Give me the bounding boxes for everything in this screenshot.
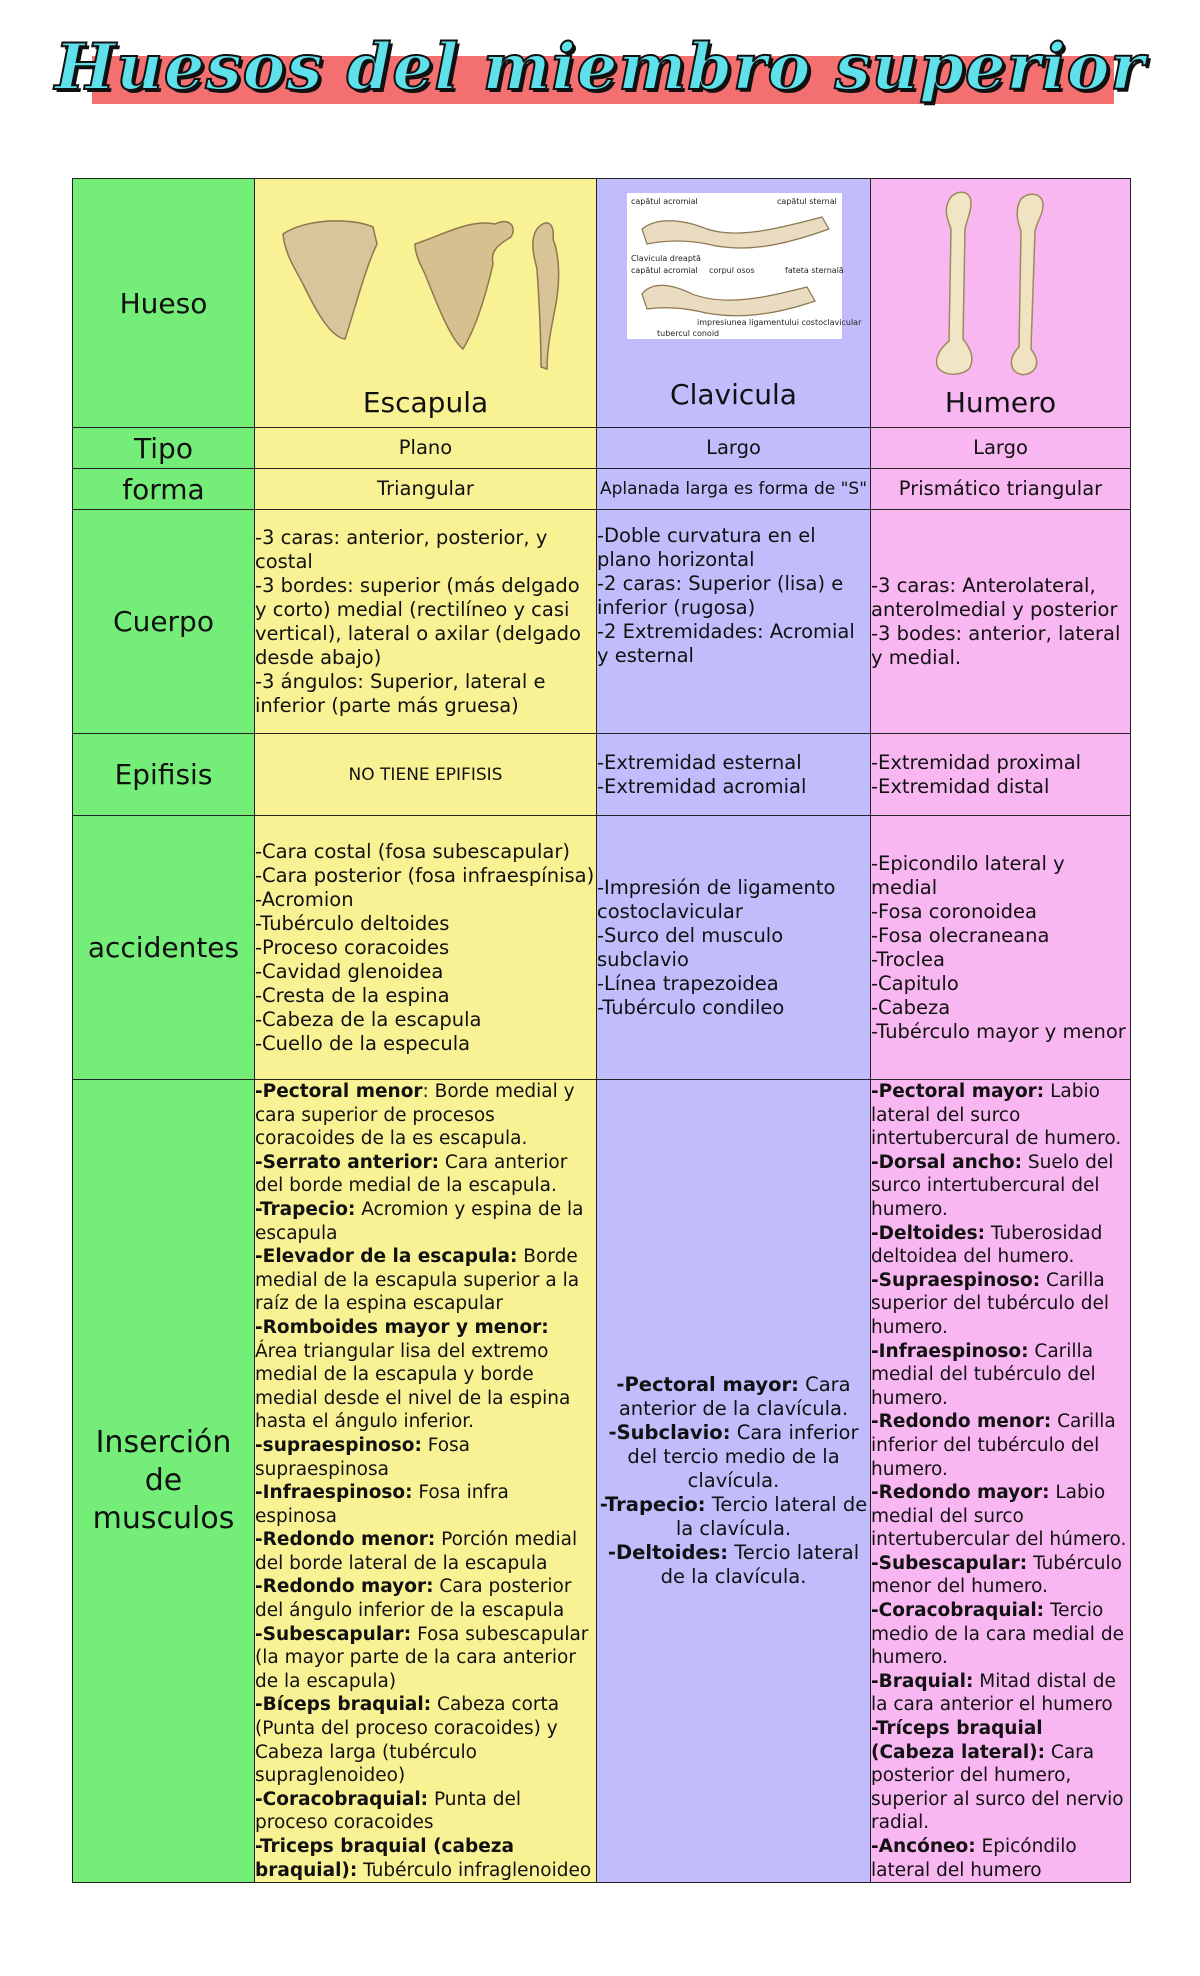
muscle-entry bbox=[871, 1269, 1130, 1340]
muscle-name: -Infraespinoso: bbox=[871, 1340, 1029, 1362]
escapula-tipo: Plano bbox=[255, 428, 597, 469]
diagram-label-8: tubercul conoid bbox=[657, 329, 720, 338]
muscle-name: -Subescapular: bbox=[255, 1623, 412, 1645]
scapula-image bbox=[255, 189, 597, 389]
diagram-label-3: Clavicula dreaptă bbox=[631, 254, 701, 263]
escapula-accidente: -Acromion bbox=[255, 887, 354, 911]
muscle-entry bbox=[871, 1222, 1130, 1269]
muscle-desc: Tercio lateral de la clavícula. bbox=[675, 1493, 868, 1541]
muscle-entry bbox=[871, 1835, 1130, 1882]
muscle-name: -Redondo menor: bbox=[871, 1411, 1052, 1433]
row-insercion bbox=[73, 1080, 1131, 1883]
muscle-name: -Pectoral menor bbox=[255, 1081, 423, 1102]
row-label-insercion bbox=[73, 1080, 255, 1883]
clavicula-accidente: -Línea trapezoidea bbox=[597, 971, 779, 995]
muscle-name: -Subescapular: bbox=[871, 1552, 1028, 1574]
clavicula-epifisis bbox=[597, 734, 871, 816]
humero-cuerpo-line: -3 caras: Anterolateral, anterolmedial y posterior bbox=[871, 573, 1118, 621]
muscle-desc: Fosa supraespinosa bbox=[255, 1434, 471, 1480]
muscle-name: -Subclavio: bbox=[608, 1421, 731, 1445]
escapula-insercion bbox=[255, 1080, 597, 1883]
humero-accidente: -Tubérculo mayor y menor bbox=[871, 1019, 1126, 1043]
escapula-accidente: -Cara costal (fosa subescapular) bbox=[255, 839, 570, 863]
row-label-tipo: Tipo bbox=[73, 428, 255, 469]
muscle-entry bbox=[871, 1552, 1130, 1599]
clavicula-tipo: Largo bbox=[597, 428, 871, 469]
muscle-desc: Porción medial del borde lateral de la escapula bbox=[255, 1529, 578, 1574]
escapula-accidente: -Proceso coracoides bbox=[255, 935, 450, 959]
humero-epifisis-line: -Extremidad proximal bbox=[871, 750, 1082, 774]
insercion-label-line: de bbox=[144, 1463, 183, 1499]
muscle-name: -Pectoral mayor: bbox=[616, 1373, 799, 1397]
muscle-entry bbox=[255, 1693, 596, 1787]
muscle-entry bbox=[255, 1434, 596, 1481]
muscle-desc: : Borde medial y cara superior de procesos coracoides de la es escapula. bbox=[255, 1081, 575, 1150]
escapula-image-cell bbox=[255, 179, 597, 428]
humero-cuerpo bbox=[871, 510, 1131, 734]
muscle-desc: Cabeza corta (Punta del proceso coracoides) y Cabeza larga (tubérculo supraglenoideo) bbox=[255, 1694, 560, 1787]
muscle-entry bbox=[255, 1151, 596, 1198]
muscle-desc: Tercio lateral de la clavícula. bbox=[660, 1541, 860, 1589]
muscle-entry bbox=[597, 1493, 870, 1541]
muscle-name: -Deltoides: bbox=[607, 1541, 729, 1565]
muscle-entry bbox=[255, 1528, 596, 1575]
row-label-forma: forma bbox=[73, 469, 255, 510]
clavicula-image-cell bbox=[597, 179, 871, 428]
humero-tipo: Largo bbox=[871, 428, 1131, 469]
row-accidentes bbox=[73, 816, 1131, 1080]
bone-name-humero: Humero bbox=[944, 386, 1057, 419]
muscle-desc: Acromion y espina de la escapula bbox=[255, 1198, 584, 1244]
clavicula-accidente: -Surco del musculo subclavio bbox=[597, 923, 784, 971]
bone-name-clavicula: Clavicula bbox=[670, 378, 797, 411]
muscle-entry bbox=[255, 1245, 596, 1316]
clavicula-cuerpo bbox=[597, 510, 871, 734]
muscle-name: -Bíceps braquial: bbox=[255, 1694, 432, 1716]
clavicula-epifisis-line: -Extremidad esternal bbox=[597, 750, 802, 774]
row-label-cuerpo: Cuerpo bbox=[73, 510, 255, 734]
muscle-desc: Área triangular lisa del extremo medial de la escapula y borde medial desde el nivel de la espina hasta el ángulo inferior. bbox=[255, 1340, 571, 1433]
muscle-name: -Dorsal ancho: bbox=[871, 1151, 1023, 1173]
muscle-entry bbox=[871, 1717, 1130, 1835]
row-epifisis bbox=[73, 734, 1131, 816]
muscle-desc: Tubérculo infraglenoideo bbox=[357, 1859, 592, 1881]
clavicula-accidente: -Impresión de ligamento costoclavicular bbox=[597, 875, 836, 923]
humero-image-cell bbox=[871, 179, 1131, 428]
muscle-entry bbox=[255, 1835, 596, 1882]
muscle-desc: Cara inferior del tercio medio de la clavícula. bbox=[627, 1421, 859, 1493]
muscle-desc: Tubérculo menor del humero. bbox=[871, 1552, 1122, 1598]
muscle-entry bbox=[255, 1623, 596, 1694]
muscle-desc: Cara anterior de la clavícula. bbox=[618, 1373, 851, 1421]
muscle-desc: Fosa subescapular (la mayor parte de la cara anterior de la escapula) bbox=[255, 1623, 589, 1692]
clavicula-cuerpo-line: -2 Extremidades: Acromial y esternal bbox=[597, 620, 855, 667]
muscle-entry bbox=[255, 1481, 596, 1528]
muscle-desc: Carilla superior del tubérculo del humero. bbox=[871, 1269, 1109, 1338]
escapula-cuerpo-line: -3 caras: anterior, posterior, y costal bbox=[255, 525, 548, 573]
muscle-desc: Borde medial de la escapula superior a la raíz de la espina escapular bbox=[255, 1246, 580, 1315]
escapula-accidente: -Cresta de la espina bbox=[255, 983, 450, 1007]
muscle-entry bbox=[871, 1340, 1130, 1411]
clavicula-accidente: -Tubérculo condileo bbox=[597, 995, 785, 1019]
diagram-label-7: impresiunea ligamentului costoclavicular bbox=[697, 318, 862, 327]
muscle-entry bbox=[255, 1575, 596, 1622]
muscle-desc: Labio medial del surco intertubercular del húmero. bbox=[871, 1482, 1127, 1551]
clavicula-insercion bbox=[597, 1080, 871, 1883]
muscle-desc: Carilla inferior del tubérculo del humero. bbox=[871, 1411, 1116, 1480]
clavicula-accidentes bbox=[597, 816, 871, 1080]
muscle-desc: Tuberosidad deltoidea del humero. bbox=[871, 1222, 1103, 1268]
muscle-entry bbox=[871, 1151, 1130, 1222]
escapula-forma: Triangular bbox=[255, 469, 597, 510]
page-title: Huesos del miembro superior bbox=[54, 30, 1146, 105]
muscle-desc: Punta del proceso coracoides bbox=[255, 1788, 521, 1834]
escapula-accidente: -Cabeza de la escapula bbox=[255, 1007, 482, 1031]
humero-accidente: -Fosa coronoidea bbox=[871, 899, 1037, 923]
row-label-hueso: Hueso bbox=[73, 179, 255, 428]
diagram-label-1: capătul acromial bbox=[631, 197, 698, 206]
muscle-name: -Deltoides: bbox=[871, 1222, 986, 1244]
muscle-name: -Tríceps braquial (Cabeza lateral): bbox=[871, 1718, 1046, 1763]
muscle-name: -Elevador de la escapula: bbox=[255, 1246, 518, 1268]
insercion-label-line: Inserción bbox=[95, 1425, 232, 1461]
humero-cuerpo-line: -3 bodes: anterior, lateral y medial. bbox=[871, 621, 1121, 669]
muscle-entry bbox=[871, 1599, 1130, 1670]
clavicula-epifisis-line: -Extremidad acromial bbox=[597, 774, 807, 798]
muscle-name: -Pectoral mayor: bbox=[871, 1081, 1045, 1102]
clavicula-cuerpo-line: -Doble curvatura en el plano horizontal bbox=[597, 524, 816, 571]
bone-name-escapula: Escapula bbox=[362, 386, 489, 419]
diagram-label-4: capătul acromial bbox=[631, 266, 698, 275]
muscle-entry bbox=[597, 1541, 870, 1589]
clavicle-diagram bbox=[597, 189, 871, 339]
muscle-entry bbox=[871, 1670, 1130, 1717]
muscle-desc: Cara anterior del borde medial de la escapula. bbox=[255, 1151, 568, 1197]
row-label-accidentes: accidentes bbox=[73, 816, 255, 1080]
humero-accidente: -Troclea bbox=[871, 947, 945, 971]
humero-epifisis bbox=[871, 734, 1131, 816]
muscle-entry bbox=[871, 1080, 1130, 1151]
bones-table bbox=[72, 178, 1131, 1883]
muscle-entry bbox=[871, 1481, 1130, 1552]
humero-insercion bbox=[871, 1080, 1131, 1883]
muscle-name: -Coracobraquial: bbox=[255, 1788, 429, 1810]
humero-forma: Prismático triangular bbox=[871, 469, 1131, 510]
muscle-name: -Trapecio: bbox=[255, 1198, 356, 1220]
escapula-cuerpo-line: -3 ángulos: Superior, lateral e inferior (parte más gruesa) bbox=[255, 669, 546, 717]
row-tipo bbox=[73, 428, 1131, 469]
muscle-name: -Trapecio: bbox=[599, 1493, 706, 1517]
escapula-epifisis: NO TIENE EPIFISIS bbox=[255, 734, 597, 816]
muscle-name: -Triceps braquial (cabeza braquial): bbox=[255, 1836, 515, 1881]
row-forma bbox=[73, 469, 1131, 510]
muscle-name: -Ancóneo: bbox=[871, 1836, 976, 1857]
escapula-accidentes bbox=[255, 816, 597, 1080]
muscle-name: -Braquial: bbox=[871, 1670, 974, 1692]
muscle-desc: Labio lateral del surco intertubercural de humero. bbox=[871, 1081, 1122, 1150]
humerus-image bbox=[871, 189, 1131, 389]
muscle-name: -Redondo mayor: bbox=[255, 1576, 434, 1598]
escapula-accidente: -Cuello de la especula bbox=[255, 1031, 471, 1055]
muscle-name: -Infraespinoso: bbox=[255, 1482, 413, 1504]
muscle-name: -supraespinoso: bbox=[255, 1434, 422, 1456]
muscle-entry bbox=[255, 1080, 596, 1151]
diagram-label-6: fateta sternală bbox=[785, 266, 844, 275]
diagram-label-5: corpul osos bbox=[709, 266, 755, 275]
muscle-name: -Redondo menor: bbox=[255, 1529, 436, 1551]
muscle-desc: Carilla medial del tubérculo del humero. bbox=[871, 1340, 1096, 1409]
muscle-desc: Suelo del surco intertubercural del humero. bbox=[871, 1151, 1114, 1220]
muscle-entry bbox=[871, 1410, 1130, 1481]
muscle-entry bbox=[597, 1373, 870, 1421]
muscle-desc: Mitad distal de la cara anterior el humero bbox=[871, 1670, 1116, 1716]
muscle-entry bbox=[255, 1788, 596, 1835]
muscle-desc: Cara posterior del humero, superior al surco del nervio radial. bbox=[871, 1741, 1124, 1834]
escapula-accidente: -Cara posterior (fosa infraespínisa) bbox=[255, 863, 595, 887]
escapula-accidente: -Tubérculo deltoides bbox=[255, 911, 450, 935]
muscle-desc: Fosa infra espinosa bbox=[255, 1482, 509, 1527]
muscle-name: -Serrato anterior: bbox=[255, 1151, 440, 1173]
row-cuerpo bbox=[73, 510, 1131, 734]
muscle-desc: Cara posterior del ángulo inferior de la escapula bbox=[255, 1576, 572, 1622]
humero-accidente: -Cabeza bbox=[871, 995, 951, 1019]
humero-accidentes bbox=[871, 816, 1131, 1080]
muscle-desc: Tercio medio de la cara medial de humero. bbox=[871, 1600, 1124, 1669]
muscle-name: -Supraespinoso: bbox=[871, 1269, 1041, 1291]
muscle-name: -Romboides mayor y menor: bbox=[255, 1316, 549, 1338]
row-label-epifisis: Epifisis bbox=[73, 734, 255, 816]
escapula-cuerpo bbox=[255, 510, 597, 734]
muscle-desc: Epicóndilo lateral del humero bbox=[871, 1836, 1077, 1881]
clavicula-forma: Aplanada larga es forma de "S" bbox=[597, 469, 871, 510]
muscle-name: -Redondo mayor: bbox=[871, 1482, 1050, 1504]
clavicula-cuerpo-line: -2 caras: Superior (lisa) e inferior (rugosa) bbox=[597, 572, 844, 619]
humero-accidente: -Epicondilo lateral y medial bbox=[871, 851, 1065, 899]
row-hueso bbox=[73, 179, 1131, 428]
humero-accidente: -Fosa olecraneana bbox=[871, 923, 1050, 947]
escapula-cuerpo-line: -3 bordes: superior (más delgado y corto) medial (rectilíneo y casi vertical), lateral o axilar (delgado desde abajo) bbox=[255, 573, 581, 669]
humero-epifisis-line: -Extremidad distal bbox=[871, 774, 1050, 798]
muscle-entry bbox=[255, 1316, 596, 1434]
muscle-name: -Coracobraquial: bbox=[871, 1600, 1045, 1622]
escapula-accidente: -Cavidad glenoidea bbox=[255, 959, 444, 983]
insercion-label-line: musculos bbox=[92, 1501, 235, 1537]
humero-accidente: -Capitulo bbox=[871, 971, 959, 995]
diagram-label-2: capătul sternal bbox=[777, 197, 837, 206]
muscle-entry bbox=[255, 1198, 596, 1245]
muscle-entry bbox=[597, 1421, 870, 1493]
